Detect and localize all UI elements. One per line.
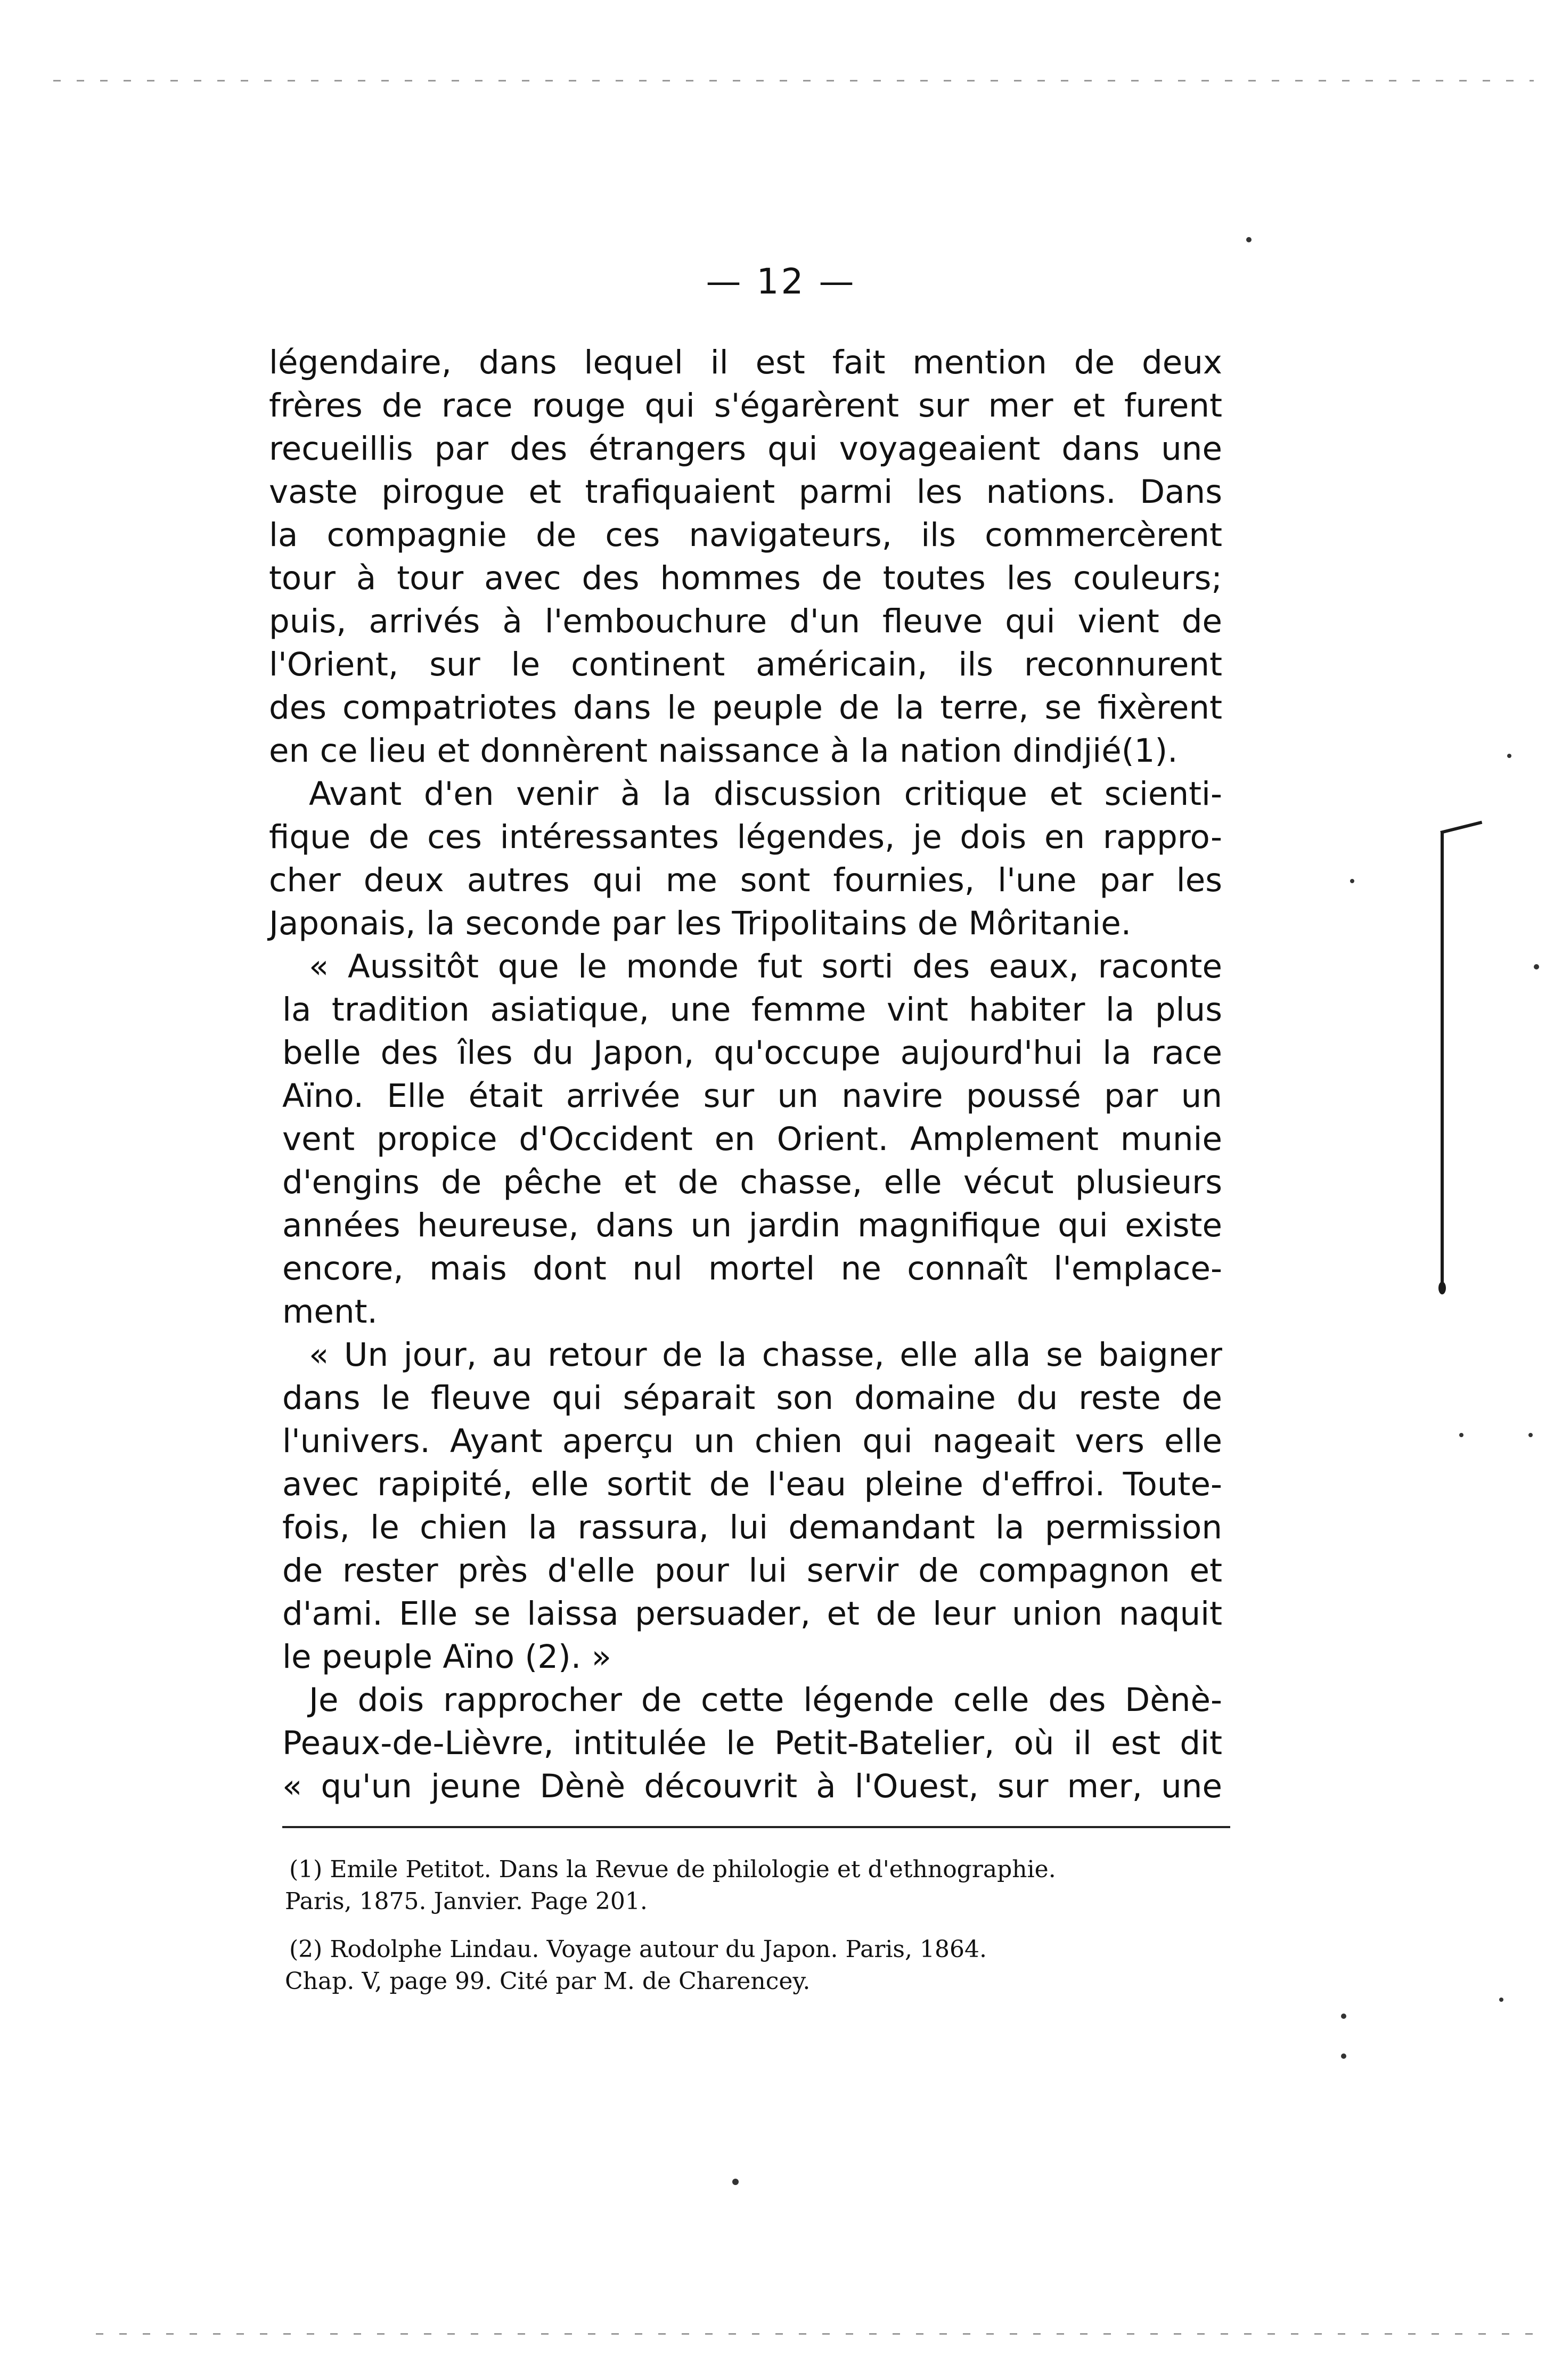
footnote-line: (2) Rodolphe Lindau. Voyage autour du Japon. Paris, 1864. (289, 1936, 987, 1963)
ink-speck (732, 2179, 739, 2185)
body-line: frères de race rouge qui s'égarèrent sur mer et furent (269, 387, 1222, 425)
body-text (269, 341, 1222, 1808)
body-line: « Un jour, au retour de la chasse, elle alla se baigner (309, 1336, 1222, 1374)
ink-speck (1459, 1433, 1463, 1437)
body-line: l'Orient, sur le continent américain, ils reconnurent (269, 646, 1222, 683)
body-line: belle des îles du Japon, qu'occupe aujourd'hui la race (282, 1034, 1222, 1072)
ink-speck (1499, 1998, 1503, 2002)
footnote-line: (1) Emile Petitot. Dans la Revue de philologie et d'ethnographie. (289, 1856, 1056, 1883)
ink-speck (1246, 237, 1252, 242)
body-line: encore, mais dont nul mortel ne connaît l'emplace- (282, 1250, 1222, 1287)
body-line: d'ami. Elle se laissa persuader, et de leur union naquit (282, 1595, 1222, 1633)
body-line: cher deux autres qui me sont fournies, l'une par les (269, 861, 1222, 899)
body-line: recueillis par des étrangers qui voyageaient dans une (269, 430, 1222, 468)
body-line: « Aussitôt que le monde fut sorti des eaux, raconte (309, 948, 1222, 985)
ink-speck (1350, 879, 1354, 883)
body-line: années heureuse, dans un jardin magnifique qui existe (282, 1207, 1222, 1244)
margin-bracket-mark (1441, 831, 1452, 1284)
body-line: Peaux-de-Lièvre, intitulée le Petit-Batelier, où il est dit (282, 1724, 1222, 1762)
body-line: « qu'un jeune Dènè découvrit à l'Ouest, sur mer, une (282, 1767, 1222, 1805)
body-line: fique de ces intéressantes légendes, je dois en rappro- (269, 818, 1222, 856)
body-line: des compatriotes dans le peuple de la terre, se fixèrent (269, 689, 1222, 727)
footnote-line: Chap. V, page 99. Cité par M. de Charencey. (285, 1968, 811, 1995)
body-line: Je dois rapprocher de cette légende celle des Dènè- (309, 1681, 1222, 1719)
page-number: — 12 — (706, 261, 856, 302)
body-line: dans le fleuve qui séparait son domaine du reste de (282, 1379, 1222, 1417)
body-line: fois, le chien la rassura, lui demandant la permission (282, 1509, 1222, 1546)
body-line: l'univers. Ayant aperçu un chien qui nageait vers elle (282, 1422, 1222, 1460)
scan-edge-noise (53, 80, 1534, 81)
ink-speck (1528, 1433, 1533, 1437)
body-line: puis, arrivés à l'embouchure d'un fleuve qui vient de (269, 602, 1222, 640)
ink-speck (1341, 2053, 1346, 2059)
body-line: ment. (282, 1293, 378, 1331)
body-line: de rester près d'elle pour lui servir de compagnon et (282, 1552, 1222, 1590)
ink-speck (1341, 2014, 1346, 2019)
body-line: en ce lieu et donnèrent naissance à la nation dindjié(1). (269, 732, 1178, 770)
body-line: légendaire, dans lequel il est fait mention de deux (269, 344, 1222, 381)
body-line: avec rapipité, elle sortit de l'eau pleine d'effroi. Toute- (282, 1465, 1222, 1503)
ink-speck (1507, 754, 1511, 758)
body-line: Aïno. Elle était arrivée sur un navire poussé par un (282, 1077, 1222, 1115)
footnote-rule (282, 1826, 1230, 1828)
body-line: la compagnie de ces navigateurs, ils commercèrent (269, 516, 1222, 554)
body-line: vaste pirogue et trafiquaient parmi les nations. Dans (269, 473, 1222, 511)
body-line: Japonais, la seconde par les Tripolitains de Môritanie. (269, 904, 1132, 942)
footnote-line: Paris, 1875. Janvier. Page 201. (285, 1888, 648, 1915)
scan-edge-noise (96, 2333, 1544, 2335)
body-line: tour à tour avec des hommes de toutes les couleurs; (269, 559, 1222, 597)
body-line: le peuple Aïno (2). » (282, 1638, 611, 1676)
body-line: la tradition asiatique, une femme vint habiter la plus (282, 991, 1222, 1029)
body-line: vent propice d'Occident en Orient. Amplement munie (282, 1120, 1222, 1158)
body-line: d'engins de pêche et de chasse, elle vécut plusieurs (282, 1163, 1222, 1201)
body-line: Avant d'en venir à la discussion critique et scienti- (309, 775, 1222, 813)
ink-speck (1534, 964, 1539, 969)
footnotes (285, 1854, 1233, 1998)
